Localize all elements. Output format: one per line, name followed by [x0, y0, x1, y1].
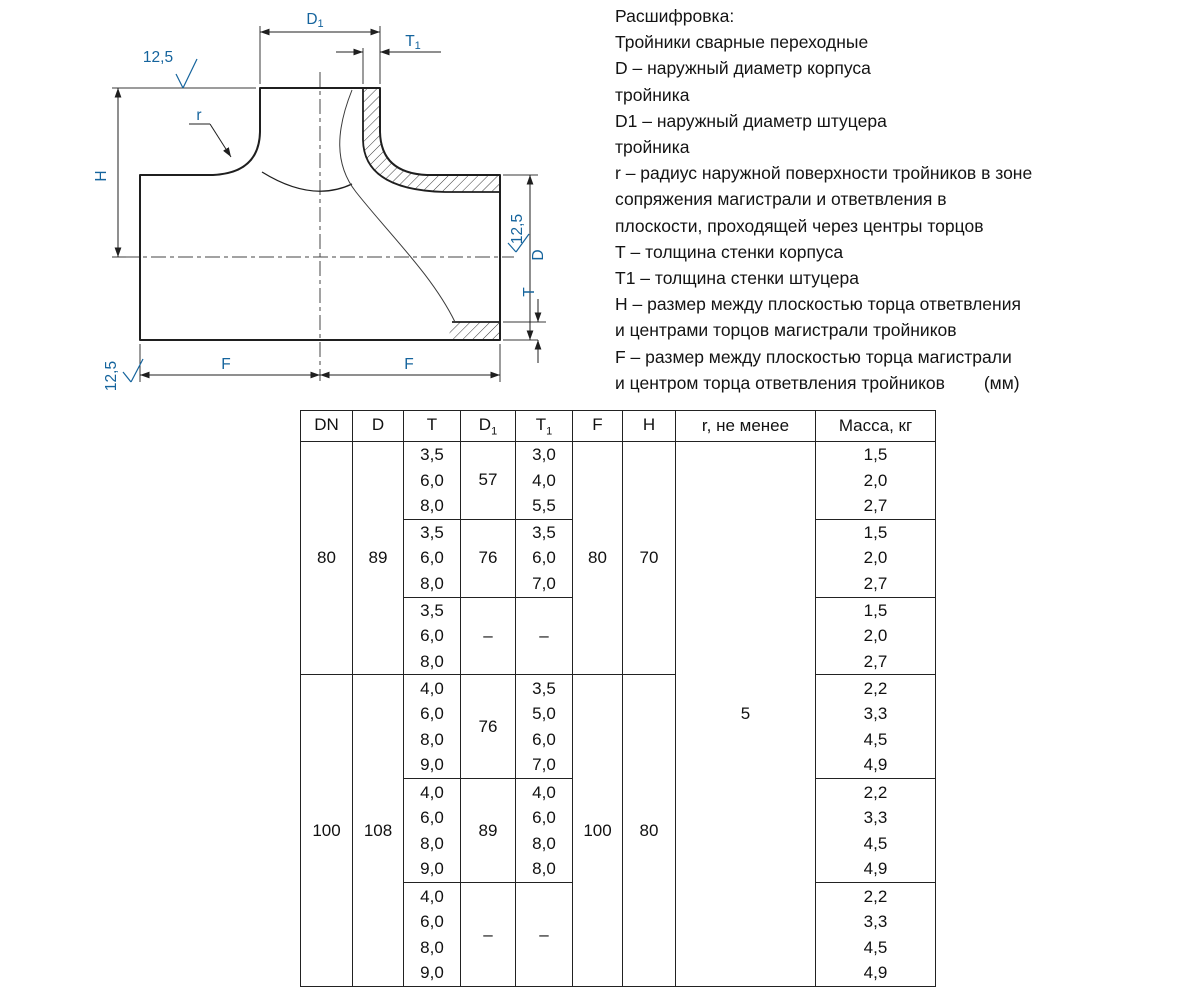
- cell-t1-values: 3,5 5,0 6,0 7,0: [516, 675, 573, 779]
- table-row-dn100-sub1: [301, 675, 936, 779]
- cell-h: 70: [623, 442, 676, 675]
- cell-t-values: 4,0 6,0 8,0 9,0: [404, 675, 461, 779]
- cell-d: 89: [353, 442, 404, 675]
- cell-t-values: 3,5 6,0 8,0: [404, 597, 461, 675]
- label-h: H: [93, 170, 110, 182]
- label-roughness-bottom: 12,5: [103, 360, 120, 392]
- cell-mass-values: 1,5 2,0 2,7: [816, 442, 936, 520]
- cell-t1-values: –: [516, 883, 573, 987]
- cell-t-values: 3,5 6,0 8,0: [404, 519, 461, 597]
- saddle-curve: [262, 172, 352, 191]
- cell-h: 80: [623, 675, 676, 987]
- label-d: D: [530, 249, 547, 261]
- col-header-f: F: [573, 411, 623, 442]
- section-break-line: [340, 90, 455, 322]
- legend-text-block: Расшифровка: Тройники сварные переходные D – наружный диаметр корпуса тройника D1 – наружный диаметр штуцера тройника r – радиус наружной поверхности тройников в зоне сопряжения магистрали и ответвления в плоскости, проходящей через центры торцов Т – толщина стенки корпуса Т1 – толщина стенки штуцера Н – размер между плоскостью торца ответвления и центрами торцов магистрали тройников F – размер между плоскостью торца магистрали и центром торца ответвления тройников (мм): [615, 6, 1033, 393]
- cell-t1-values: 4,0 6,0 8,0 8,0: [516, 779, 573, 883]
- col-header-h: H: [623, 411, 676, 442]
- cell-d1: 76: [461, 675, 516, 779]
- radius-leader: [189, 124, 231, 157]
- cell-mass-values: 1,5 2,0 2,7: [816, 597, 936, 675]
- cell-t-values: 4,0 6,0 8,0 9,0: [404, 883, 461, 987]
- cell-mass-values: 2,2 3,3 4,5 4,9: [816, 883, 936, 987]
- cell-t1-values: 3,0 4,0 5,5: [516, 442, 573, 520]
- cell-d: 108: [353, 675, 404, 987]
- cell-t1-values: –: [516, 597, 573, 675]
- section-hatching: [363, 88, 500, 340]
- cell-mass-values: 1,5 2,0 2,7: [816, 519, 936, 597]
- cell-d1: 76: [461, 519, 516, 597]
- section-inner-walls: [363, 88, 500, 322]
- label-f-left: F: [221, 356, 231, 373]
- col-header-r-min: r, не менее: [676, 411, 816, 442]
- roughness-mark-top: [176, 59, 197, 88]
- table-header-row: [301, 411, 936, 442]
- cell-t1-values: 3,5 6,0 7,0: [516, 519, 573, 597]
- label-roughness-top: 12,5: [142, 49, 174, 66]
- col-header-dn: DN: [301, 411, 353, 442]
- cell-t-values: 4,0 6,0 8,0 9,0: [404, 779, 461, 883]
- cell-d1: –: [461, 597, 516, 675]
- table-row-dn80-sub1: [301, 442, 936, 520]
- cell-dn: 80: [301, 442, 353, 675]
- cell-dn: 100: [301, 675, 353, 987]
- col-header-d1: $D_1$: [461, 411, 516, 442]
- label-t: T: [521, 287, 538, 297]
- col-header-d: D: [353, 411, 404, 442]
- spec-table: [300, 410, 936, 987]
- label-r: r: [196, 107, 202, 124]
- cell-r-min: 5: [676, 442, 816, 987]
- label-d1: D1: [306, 11, 324, 30]
- label-f-right: F: [404, 356, 414, 373]
- cell-d1: 57: [461, 442, 516, 520]
- cell-mass-values: 2,2 3,3 4,5 4,9: [816, 675, 936, 779]
- cell-t-values: 3,5 6,0 8,0: [404, 442, 461, 520]
- cell-d1: 89: [461, 779, 516, 883]
- label-t1: T1: [405, 33, 421, 52]
- col-header-mass: Масса, кг: [816, 411, 936, 442]
- col-header-t: T: [404, 411, 461, 442]
- col-header-t1: $T_1$: [516, 411, 573, 442]
- cell-d1: –: [461, 883, 516, 987]
- cell-f: 80: [573, 442, 623, 675]
- cell-f: 100: [573, 675, 623, 987]
- label-roughness-right: 12,5: [509, 213, 526, 245]
- tee-technical-drawing: [0, 0, 610, 405]
- cell-mass-values: 2,2 3,3 4,5 4,9: [816, 779, 936, 883]
- tee-drawing-svg: [0, 0, 610, 405]
